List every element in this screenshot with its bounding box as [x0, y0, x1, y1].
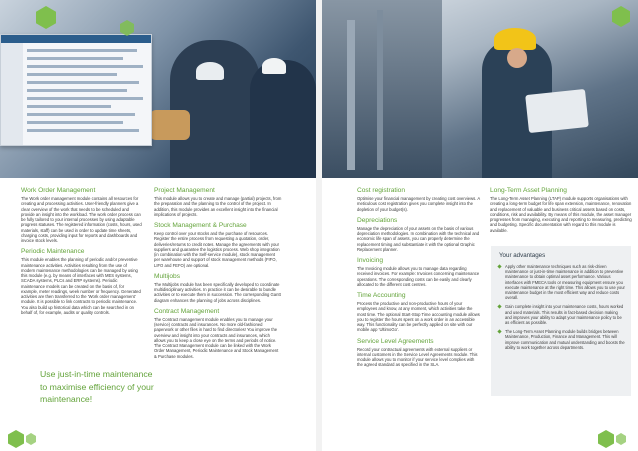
section-heading: Work Order Management — [21, 187, 96, 194]
advantage-item: Gain complete insight into your maintenance costs, hours worked and used materials. This results in fact-based decision making and improves your ability to adapt your maintenance policy to be as efficient as possible. — [505, 304, 625, 325]
section-heading: Time Accounting — [357, 292, 406, 299]
section-heading: Cost registration — [357, 187, 406, 194]
hexagon-icon — [36, 6, 56, 29]
section-text: The Contract management module enables you to manage your (service) contracts and insurances. No more old-fashioned paperwork or other files in hard to find directories! You improve the overview and insight into your contracts and insurances, which allows you to keep a close eye on the terms and periods of notice. The Contract Management module can be linked with the Work Order Management, Periodic Maintenance and Stock Management & Purchase modules. — [154, 316, 279, 359]
hexagon-icon — [8, 430, 24, 448]
column-2 — [154, 187, 282, 364]
column-4 — [490, 187, 632, 238]
advantages-box — [491, 246, 631, 396]
hero-photo-left — [0, 0, 316, 178]
advantage-item: Apply other maintenance techniques such as risk-driven maintenance or just-in-time maintenance in addition to preventive maintenance to obtain optimal asset performance. Various interfaces with FMECA tools or measuring equipment ensure you execute maintenance at the right time. This allows you to use your maintenance budget in the most efficient way and reduce costs overall. — [505, 264, 625, 300]
section-heading: Multijobs — [154, 272, 181, 280]
section-text: The Work order management module contains all resources for creating and processing activities. User-friendly planners give a clear overview of the work that needs to be scheduled and provide an insight into the workload. The work order process can be fully tailored to your internal processes by using adaptable progress statuses. The registered information (costs, hours, used materials, staff) can be used in order to update time sheets, charging costs, providing input for reports and dashboards and invoice stock levels. — [21, 196, 142, 243]
bullet-icon — [497, 305, 501, 309]
section-text: The Long-Term Asset Planning (LTAP) module supports organisations with creating a long-term budget for life span extension, maintenance, renovation and replacement of valuable and business critical assets based on costs, conditions, risk and availability. By means of this module, the asset manager progresses from managing, executing and reporting to measuring, predicting and budgeting. Specific documentation with regard to this module is available. — [490, 196, 632, 233]
hexagon-icon — [598, 430, 614, 448]
software-screenshot — [0, 34, 152, 146]
hexagon-icon — [612, 6, 630, 27]
advantages-title: Your advantages — [499, 252, 546, 259]
hexagon-icon — [616, 433, 626, 445]
column-1 — [21, 187, 142, 320]
section-heading: Project Management — [154, 187, 215, 194]
section-text: Keep control over your stocks and the purchase of resources. Register the entire process from requesting a quotation, order, deliveries/returns to credit notes. Manage the agreements with your suppliers and guarantee the logistics process. Web shop integration (in combination with the Self-service module), stock management per warehouse and support of stock management methods (FIFO, LIFO and FEFO) are optional. — [154, 231, 280, 268]
section-heading: Invoicing — [357, 257, 384, 264]
advantage-item: The Long-Term Asset Planning module builds bridges between Maintenance, Production, Finance and Management. This will improve communication and mutual understanding and boosts the ability to work together across departments. — [505, 329, 625, 350]
section-text: Process the productive and non-productive hours of your employees and know, at any moment, which activities take the most time. The optional Start-Stop Time accounting module allows you to register the hours spent on a work order in an accessible way. This functionality can be perfectly applied on site with our mobile app 'UltimoGo'. — [357, 301, 480, 333]
pull-quote: Use just-in-time maintenance to maximise efficiency of your maintenance! — [40, 369, 154, 405]
section-heading: Periodic Maintenance — [21, 248, 85, 256]
section-text: This module allows you to create and manage (partial) projects, from the preparation and the planning to the control of the project. In addition, this module provides an excellent insight into the financial implications of projects. — [154, 196, 282, 217]
section-text: The Multijobs module has been specifically developed to coordinate multidisciplinary activities. In practice it can be desirable to bundle activities or to execute them in succession. The corresponding Gantt diagram enhances the planning of jobs across disciplines. — [154, 281, 281, 303]
section-text: The Invoicing module allows you to manage data regarding received invoices. For example: Invoices concerning maintenance operations. The corresponding costs can be easily and clearly allocated to the different cost centres. — [357, 266, 480, 287]
column-3 — [357, 187, 481, 373]
section-text: This module enables the planning of periodic and/or preventive maintenance activities. Activities resulting from the use of modern maintenance methodologies can be managed by using this module (e.g. by means of interfaces with MES systems, SCADA systems, PLCs and ERP systems). Periodic maintenance models can be created on the basis of, for example, meter readings, week number or frequency. Generated activities are then transferred to the 'Work order management' module. It is possible to link contracts to periodic maintenance. You also build up historical data which can be searched in on behalf of, for example, audits or quality controls. — [21, 257, 141, 315]
hexagon-icon — [26, 433, 36, 445]
section-text: Manage the depreciation of your assets on the basis of various depreciation methodologies. In combination with the technical and economic life span of assets, you can properly determine the replacement timing and substantiate it with the optional Graphic Replacement planner. — [357, 225, 480, 252]
section-heading: Long-Term Asset Planning — [490, 187, 567, 194]
section-heading: Service Level Agreements — [357, 337, 434, 345]
section-heading: Contract Management — [154, 307, 220, 315]
section-text: Optimise your financial management by creating cost overviews. A meticulous cost registration gives you complete insight into the depletion of your budget(s). — [357, 196, 480, 212]
bullet-icon — [497, 264, 501, 268]
section-heading: Stock Management & Purchase — [154, 222, 247, 229]
section-heading: Depreciations — [357, 216, 398, 224]
section-text: Record your contractual agreements with external suppliers or internal customers in the Service Level Agreements module. This module allows you to monitor if your service level complies with the agreed standard as specified in the SLA. — [357, 346, 478, 368]
bullet-icon — [497, 330, 501, 334]
hero-photo-right — [322, 0, 638, 178]
